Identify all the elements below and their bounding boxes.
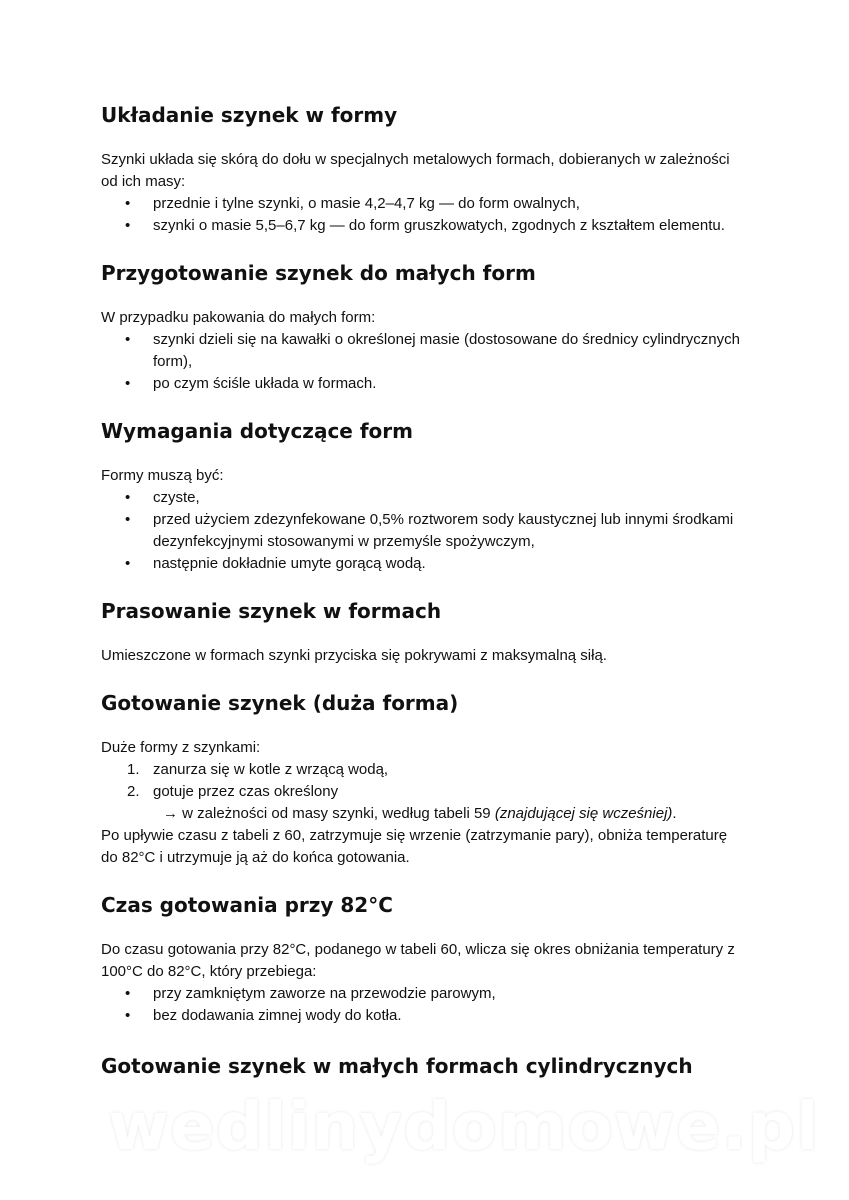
document-page xyxy=(101,100,741,1081)
list-item-text: gotuje przez czas określony xyxy=(153,783,339,800)
heading-czas-gotowania: Czas gotowania przy 82°C xyxy=(101,893,393,917)
intro-wymagania: Formy muszą być: xyxy=(101,467,224,484)
list-item xyxy=(101,781,741,803)
intro-czas-gotowania: Do czasu gotowania przy 82°C, podanego w tabeli 60, wlicza się okres obniżania temperatury z 100°C do 82°C, który przebiega: xyxy=(101,941,735,980)
list-ukladanie xyxy=(101,193,741,237)
heading-male-formy: Gotowanie szynek w małych formach cylindrycznych xyxy=(101,1054,693,1078)
list-item: • przed użyciem zdezynfekowane 0,5% roztworem sody kaustycznej lub innymi środkami dezynfekcyjnymi stosowanymi w przemyśle spożywczym, xyxy=(101,509,741,553)
intro-ukladanie: Szynki układa się skórą do dołu w specjalnych metalowych formach, dobieranych w zależności od ich masy: xyxy=(101,151,730,190)
list-item-text: zanurza się w kotle z wrzącą wodą, xyxy=(153,761,389,778)
list-item: • szynki o masie 5,5–6,7 kg — do form gruszkowatych, zgodnych z kształtem elementu. xyxy=(101,215,741,237)
arrow-note-italic: (znajdującej się wcześniej) xyxy=(494,805,673,822)
intro-prasowanie: Umieszczone w formach szynki przyciska się pokrywami z maksymalną siłą. xyxy=(101,647,607,664)
list-item xyxy=(101,759,741,781)
list-item: • czyste, xyxy=(101,487,741,509)
list-wymagania xyxy=(101,487,741,575)
heading-wymagania: Wymagania dotyczące form xyxy=(101,419,413,443)
list-item: • przy zamkniętym zaworze na przewodzie parowym, xyxy=(101,983,741,1005)
intro-przygotowanie: W przypadku pakowania do małych form: xyxy=(101,309,376,326)
list-czas-gotowania xyxy=(101,983,741,1027)
heading-ukladanie: Układanie szynek w formy xyxy=(101,103,398,127)
list-item: • bez dodawania zimnej wody do kotła. xyxy=(101,1005,741,1027)
list-item: • po czym ściśle układa w formach. xyxy=(101,373,741,395)
list-przygotowanie xyxy=(101,329,741,395)
heading-przygotowanie: Przygotowanie szynek do małych form xyxy=(101,261,536,285)
watermark-text: wedlinydomowe.pl xyxy=(108,1088,820,1165)
arrow-note-text: → w zależności od masy szynki, według tabeli 59 xyxy=(163,805,495,822)
outro-gotowanie-duza: Po upływie czasu z tabeli z 60, zatrzymuje się wrzenie (zatrzymanie pary), obniża temperaturę do 82°C i utrzymuje ją aż do końca gotowania. xyxy=(101,827,728,866)
intro-gotowanie-duza: Duże formy z szynkami: xyxy=(101,739,261,756)
list-item: • szynki dzieli się na kawałki o określonej masie (dostosowane do średnicy cylindrycznych form), xyxy=(101,329,741,373)
list-number: 2. xyxy=(127,783,140,800)
numbered-list-gotowanie xyxy=(101,759,741,803)
list-item: • następnie dokładnie umyte gorącą wodą. xyxy=(101,553,741,575)
arrow-note-end: . xyxy=(672,805,677,822)
list-number: 1. xyxy=(127,761,140,778)
heading-gotowanie-duza: Gotowanie szynek (duża forma) xyxy=(101,691,459,715)
list-item: • przednie i tylne szynki, o masie 4,2–4,7 kg — do form owalnych, xyxy=(101,193,741,215)
arrow-note xyxy=(101,803,741,825)
heading-prasowanie: Prasowanie szynek w formach xyxy=(101,599,442,623)
